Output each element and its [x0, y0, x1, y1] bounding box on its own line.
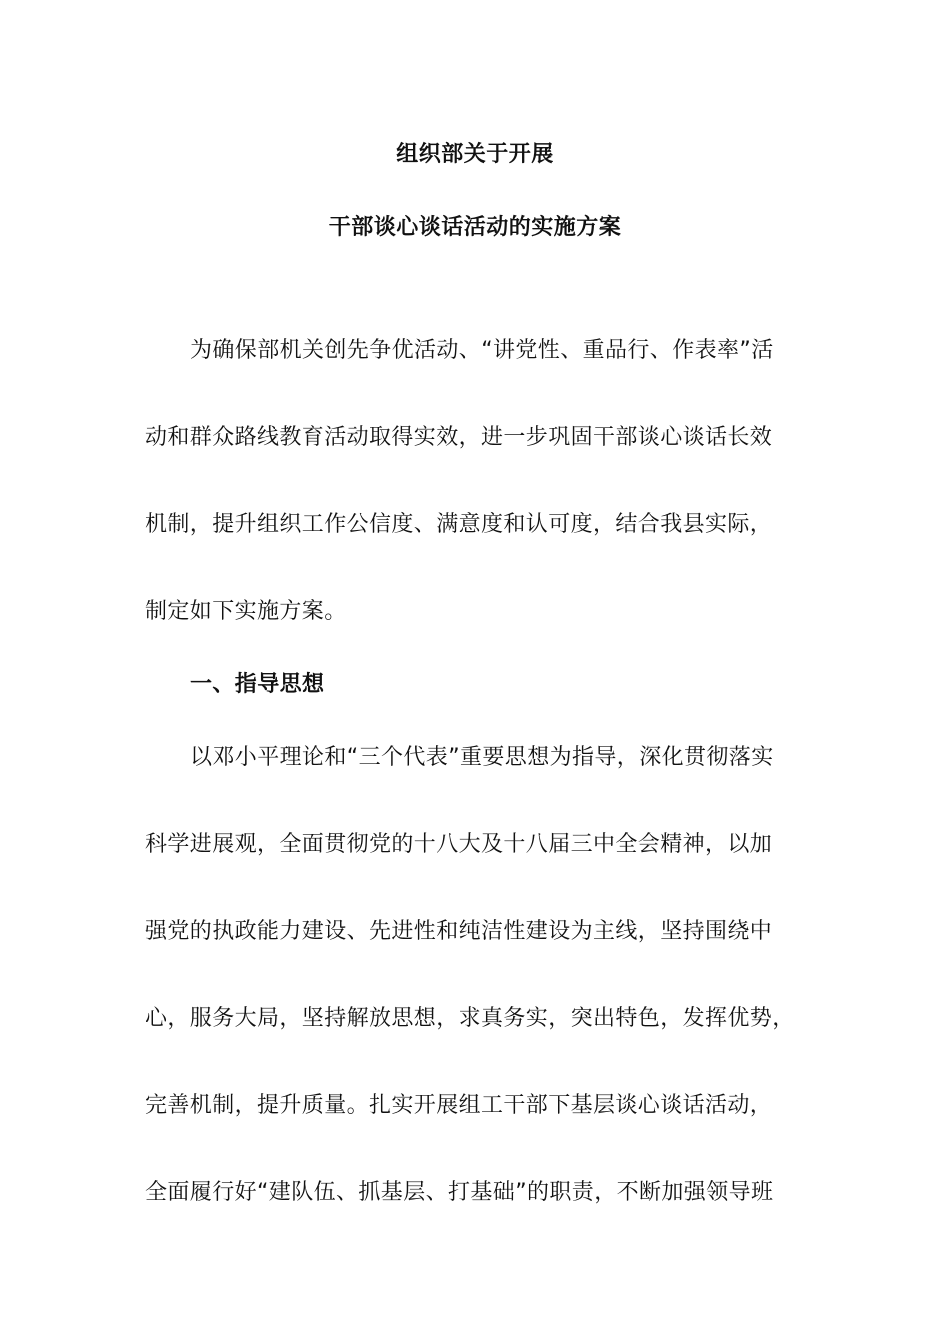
document-title-line-2: 干部谈心谈话活动的实施方案	[328, 215, 622, 240]
section-body-line: 全面履行好“建队伍、抓基层、打基础”的职责，不断加强领导班	[145, 1180, 774, 1205]
intro-paragraph-line: 为确保部机关创先争优活动、“讲党性、重品行、作表率”活	[190, 338, 774, 363]
section-body-line: 心，服务大局，坚持解放思想，求真务实，突出特色，发挥优势，	[145, 1006, 795, 1031]
section-body-line: 强党的执政能力建设、先进性和纯洁性建设为主线，坚持围绕中	[145, 919, 773, 944]
section-body-line: 完善机制，提升质量。扎实开展组工干部下基层谈心谈话活动，	[145, 1093, 773, 1118]
intro-paragraph-line: 动和群众路线教育活动取得实效，进一步巩固干部谈心谈话长效	[145, 425, 773, 450]
intro-paragraph-line: 机制，提升组织工作公信度、满意度和认可度，结合我县实际，	[145, 512, 773, 537]
section-body-line: 以邓小平理论和“三个代表”重要思想为指导，深化贯彻落实	[190, 745, 774, 770]
document-title-line-1: 组织部关于开展	[396, 142, 554, 167]
intro-paragraph-line: 制定如下实施方案。	[145, 599, 347, 624]
section-heading-guiding-thought: 一、指导思想	[190, 672, 325, 697]
section-body-line: 科学进展观，全面贯彻党的十八大及十八届三中全会精神，以加	[145, 832, 773, 857]
